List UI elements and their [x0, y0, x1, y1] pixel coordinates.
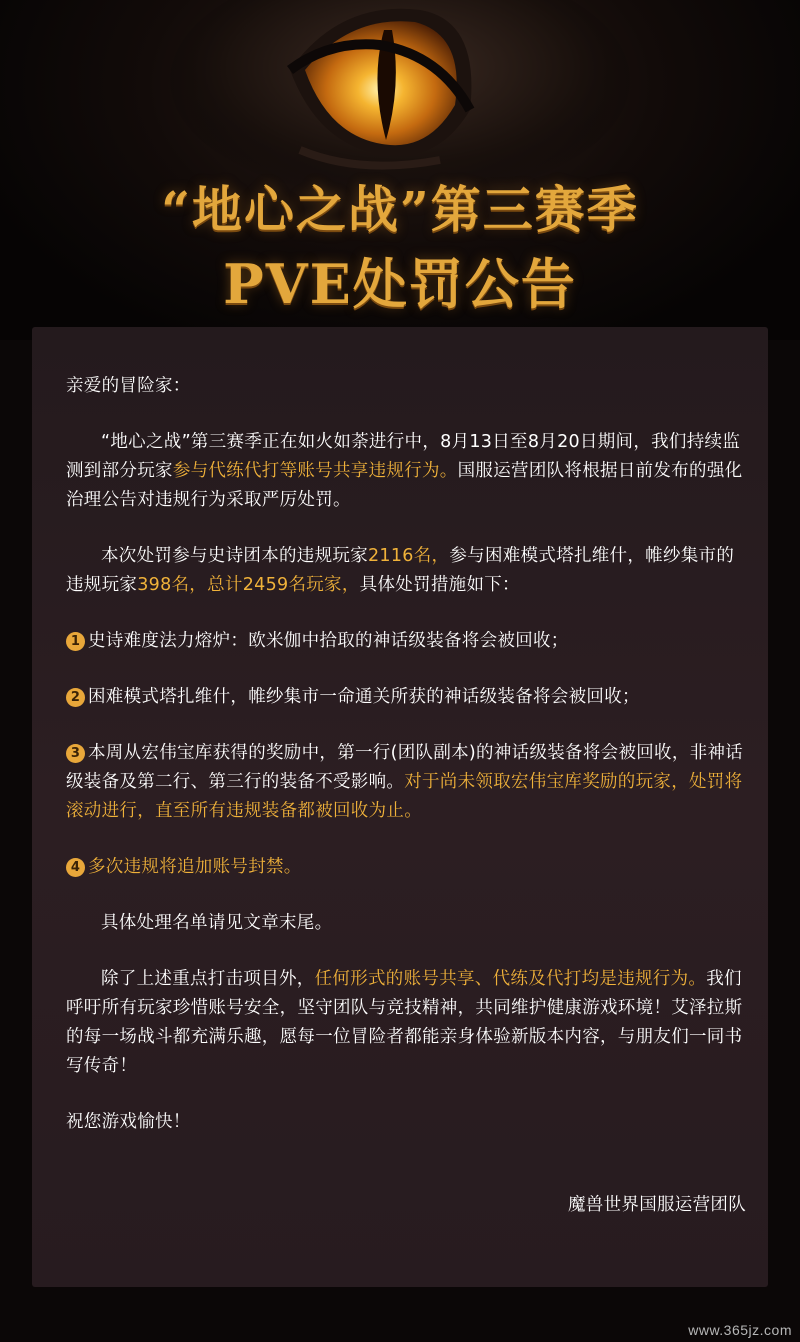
stats-count-hard: 398名， [137, 575, 208, 595]
signature: 魔兽世界国服运营团队 [568, 1195, 746, 1215]
stats-text-c: 具体处罚措施如下： [359, 575, 520, 595]
number-badge-3: 3 [66, 744, 85, 763]
stats-count-raid: 2116名， [368, 546, 450, 566]
paragraph-stats [66, 542, 746, 600]
number-badge-1: 1 [66, 632, 85, 651]
paragraph-intro [66, 428, 746, 515]
penalty-item-4-highlight: 多次违规将追加账号封禁。 [88, 857, 302, 877]
title-line-1: “地心之战”第三赛季 [161, 180, 639, 239]
penalty-item-3-highlight: 对于尚未领取宏伟宝库奖励的玩家，处罚将滚动进行，直至所有违规装备都被回收为止。 [66, 772, 743, 821]
stats-text-a: 本次处罚参与史诗团本的违规玩家 [101, 546, 368, 566]
intro-text-b: 国服运营团队将根据日前发布的强化治理公告对违规行为采取严厉处罚。 [66, 461, 743, 510]
title-line-2: PVE处罚公告 [223, 252, 577, 316]
penalty-item-2 [66, 683, 746, 712]
number-badge-4: 4 [66, 858, 85, 877]
notice-body [66, 372, 746, 1220]
intro-text-a: “地心之战”第三赛季正在如火如荼进行中，8月13日至8月20日期间，我们持续监测到部分玩家 [66, 432, 741, 481]
appeal-text-b: 我们呼吁所有玩家珍惜账号安全，坚守团队与竞技精神，共同维护健康游戏环境！艾泽拉斯的每一场战斗都充满乐趣，愿每一位冒险者都能亲身体验新版本内容，与朋友们一同书写传奇！ [66, 969, 743, 1076]
number-badge-2: 2 [66, 688, 85, 707]
greeting: 亲爱的冒险家： [66, 376, 191, 396]
appeal-highlight: 任何形式的账号共享、代练及代打均是违规行为。 [314, 969, 707, 989]
paragraph-list-note: 具体处理名单请见文章末尾。 [101, 913, 333, 933]
penalty-item-2-text: 困难模式塔扎维什，帷纱集市一命通关所获的神话级装备将会被回收； [88, 687, 640, 707]
penalty-item-1-text: 史诗难度法力熔炉：欧米伽中拾取的神话级装备将会被回收； [88, 631, 569, 651]
penalty-item-3 [66, 739, 746, 826]
appeal-text-a: 除了上述重点打击项目外， [101, 969, 315, 989]
penalty-item-4 [66, 853, 746, 882]
stats-count-total: 总计2459名玩家， [207, 575, 360, 595]
closing: 祝您游戏愉快！ [66, 1112, 191, 1132]
stats-text-b: 参与困难模式塔扎维什，帷纱集市的违规玩家 [66, 546, 735, 595]
penalty-item-1 [66, 627, 746, 656]
intro-highlight: 参与代练代打等账号共享违规行为。 [172, 461, 458, 481]
penalty-item-3-text: 本周从宏伟宝库获得的奖励中，第一行(团队副本)的神话级装备将会被回收，非神话级装备及第二行、第三行的装备不受影响。 [66, 743, 744, 792]
watermark: www.365jz.com [688, 1322, 792, 1338]
paragraph-appeal [66, 965, 746, 1081]
hero-banner [0, 0, 800, 340]
dragon-eye-icon [0, 0, 800, 200]
